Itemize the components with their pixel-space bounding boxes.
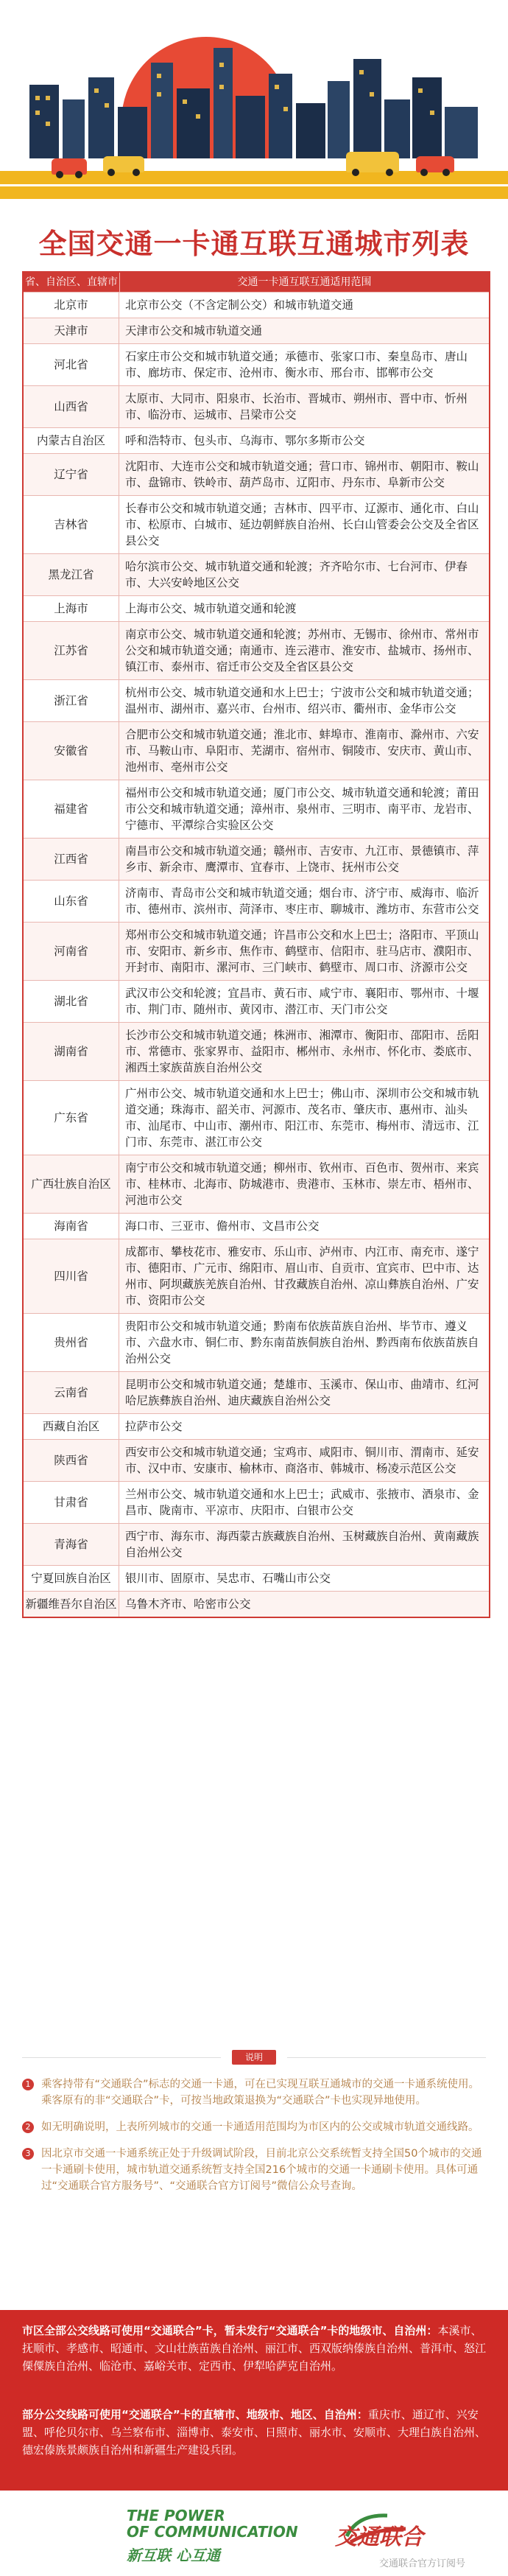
region-cell: 湖南省	[24, 1023, 119, 1080]
region-cell: 内蒙古自治区	[24, 428, 119, 453]
scope-cell: 太原市、大同市、阳泉市、长治市、晋城市、朔州市、晋中市、忻州市、临汾市、运城市、吕梁市公交	[125, 392, 468, 421]
region-cell: 西藏自治区	[24, 1414, 119, 1439]
scope-cell: 北京市公交（不含定制公交）和城市轨道交通	[125, 298, 354, 312]
city-skyline-icon	[22, 33, 486, 158]
region-cell: 黑龙江省	[24, 554, 119, 595]
region-cell: 广西壮族自治区	[24, 1155, 119, 1213]
scope-cell: 成都市、攀枝花市、雅安市、乐山市、泸州市、内江市、南充市、遂宁市、德阳市、广元市、绵阳市、眉山市、自贡市、宜宾市、巴中市、达州市、阿坝藏族羌族自治州、甘孜藏族自治州、凉山彝族自治州、广安市、资阳市公交	[125, 1245, 479, 1307]
region-cell: 海南省	[24, 1214, 119, 1239]
table-row	[24, 1022, 489, 1080]
scope-cell: 南昌市公交和城市轨道交通；赣州市、吉安市、九江市、景德镇市、萍乡市、新余市、鹰潭市、宜春市、上饶市、抚州市公交	[125, 844, 479, 874]
coverage-info-box	[0, 2310, 508, 2491]
slogan-en-line1: THE POWER	[127, 2507, 225, 2524]
region-cell: 浙江省	[24, 680, 119, 721]
region-cell: 四川省	[24, 1239, 119, 1313]
region-cell: 贵州省	[24, 1314, 119, 1371]
table-row	[24, 880, 489, 922]
note-item	[22, 2119, 486, 2135]
scope-cell: 贵阳市公交和城市轨道交通；黔南布依族苗族自治州、毕节市、遵义市、六盘水市、铜仁市、黔东南苗族侗族自治州、黔西南布依族苗族自治州公交	[125, 1320, 479, 1365]
logo-text: 交通联合	[335, 2524, 423, 2550]
region-cell: 宁夏回族自治区	[24, 1566, 119, 1591]
table-row	[24, 922, 489, 980]
note-text: 乘客持带有“交通联合”标志的交通一卡通，可在已实现互联互通城市的交通一卡通系统使用。乘客原有的非“交通联合”卡，可按当地政策退换为“交通联合”卡也实现异地使用。	[41, 2079, 480, 2107]
note-text: 如无明确说明，上表所列城市的交通一卡通适用范围均为市区内的公交或城市轨道交通线路。	[41, 2121, 479, 2133]
note-item	[22, 2146, 486, 2194]
notes-list	[22, 2076, 486, 2205]
city-list-table	[22, 271, 490, 1618]
coverage-paragraph-full	[22, 2322, 486, 2375]
region-cell: 江苏省	[24, 622, 119, 679]
coverage-heading-full: 市区全部公交线路可使用“交通联合”卡，暂未发行“交通联合”卡的地级市、自治州：	[22, 2324, 438, 2337]
scope-cell: 海口市、三亚市、儋州市、文昌市公交	[125, 1219, 320, 1233]
red-car-icon	[52, 158, 87, 175]
table-row	[24, 427, 489, 453]
table-row	[24, 1523, 489, 1565]
scope-cell: 石家庄市公交和城市轨道交通；承德市、张家口市、秦皇岛市、唐山市、廊坊市、保定市、沧州市、衡水市、邢台市、邯郸市公交	[125, 350, 468, 379]
scope-cell: 拉萨市公交	[125, 1420, 183, 1433]
table-header	[24, 273, 489, 292]
coverage-list-full: 本溪市、抚顺市、孝感市、昭通市、文山壮族苗族自治州、丽江市、西双版纳傣族自治州、普洱市、怒江傈僳族自治州、临沧市、嘉峪关市、定西市、伊犁哈萨克自治州。	[22, 2324, 487, 2373]
scope-cell: 银川市、固原市、吴忠市、石嘴山市公交	[125, 1572, 331, 1585]
region-cell: 青海省	[24, 1524, 119, 1565]
note-text: 因北京市交通一卡通系统正处于升级调试阶段，目前北京公交系统暂支持全国50个城市的交通一卡通刷卡使用，城市轨道交通系统暂支持全国216个城市的交通一卡通刷卡使用。具体可通过“交通联合官方服务号”、“交通联合官方订阅号”微信公众号查询。	[41, 2148, 482, 2192]
taxi-icon	[103, 156, 144, 172]
table-row	[24, 980, 489, 1022]
note-item	[22, 2076, 486, 2109]
region-cell: 陕西省	[24, 1440, 119, 1481]
table-row	[24, 495, 489, 553]
note-number: 3	[22, 2148, 34, 2160]
coverage-list-partial: 重庆市、通辽市、兴安盟、呼伦贝尔市、乌兰察布市、淄博市、泰安市、日照市、丽水市、安顺市、大理白族自治州、德宏傣族景颇族自治州和新疆生产建设兵团。	[22, 2408, 487, 2457]
table-row	[24, 553, 489, 595]
coverage-heading-partial: 部分公交线路可使用“交通联合”卡的直辖市、地级市、地区、自治州：	[22, 2408, 368, 2421]
scope-cell: 西安市公交和城市轨道交通；宝鸡市、咸阳市、铜川市、渭南市、延安市、汉中市、安康市、榆林市、商洛市、韩城市、杨凌示范区公交	[125, 1446, 479, 1475]
scope-cell: 上海市公交、城市轨道交通和轮渡	[125, 602, 297, 615]
table-body	[24, 292, 489, 1617]
table-row	[24, 1155, 489, 1213]
note-number: 1	[22, 2079, 34, 2090]
scope-cell: 济南市、青岛市公交和城市轨道交通；烟台市、济宁市、威海市、临沂市、德州市、滨州市、菏泽市、枣庄市、聊城市、潍坊市、东营市公交	[125, 886, 479, 916]
table-row	[24, 343, 489, 385]
scope-cell: 哈尔滨市公交、城市轨道交通和轮渡；齐齐哈尔市、七台河市、伊春市、大兴安岭地区公交	[125, 560, 468, 589]
scope-cell: 昆明市公交和城市轨道交通；楚雄市、玉溪市、保山市、曲靖市、红河哈尼族彝族自治州、迪庆藏族自治州公交	[125, 1378, 479, 1407]
region-cell: 甘肃省	[24, 1482, 119, 1523]
scope-cell: 长春市公交和城市轨道交通；吉林市、四平市、辽源市、通化市、白山市、松原市、白城市、延边朝鲜族自治州、长白山管委会公交及全省区县公交	[125, 502, 479, 547]
scope-cell: 天津市公交和城市轨道交通	[125, 324, 263, 337]
table-row	[24, 838, 489, 880]
watermark: 交通联合官方订阅号	[379, 2558, 466, 2569]
city-banner-illustration	[0, 0, 508, 221]
table-row	[24, 1371, 489, 1413]
region-cell: 吉林省	[24, 496, 119, 553]
region-cell: 安徽省	[24, 722, 119, 780]
page-title: 全国交通一卡通互联互通城市列表	[38, 227, 470, 260]
scope-cell: 广州市公交、城市轨道交通和水上巴士；佛山市、深圳市公交和城市轨道交通；珠海市、韶关市、河源市、茂名市、肇庆市、惠州市、汕头市、汕尾市、中山市、潮州市、阳江市、东莞市、梅州市、清远市、江门市、东莞市、湛江市公交	[125, 1087, 479, 1149]
slogan-en-line2: OF COMMUNICATION	[127, 2523, 298, 2541]
region-cell: 广东省	[24, 1081, 119, 1155]
table-row	[24, 1080, 489, 1155]
scope-cell: 呼和浩特市、包头市、乌海市、鄂尔多斯市公交	[125, 434, 365, 447]
table-row	[24, 453, 489, 495]
region-cell: 北京市	[24, 293, 119, 318]
table-row	[24, 679, 489, 721]
road-divider	[0, 184, 508, 186]
region-cell: 河北省	[24, 344, 119, 385]
region-cell: 江西省	[24, 839, 119, 880]
note-number: 2	[22, 2121, 34, 2133]
table-row	[24, 780, 489, 838]
table-row	[24, 1239, 489, 1313]
header-scope: 交通一卡通互联互通适用范围	[237, 276, 372, 288]
table-row	[24, 292, 489, 318]
header-region: 省、自治区、直辖市	[24, 273, 120, 292]
scope-cell: 兰州市公交、城市轨道交通和水上巴士；武威市、张掖市、酒泉市、金昌市、陇南市、平凉市、庆阳市、白银市公交	[125, 1488, 479, 1517]
slogan-cn: 新互联 心互通	[127, 2547, 220, 2564]
table-row	[24, 721, 489, 780]
scope-cell: 南宁市公交和城市轨道交通；柳州市、钦州市、百色市、贺州市、来宾市、桂林市、北海市、防城港市、贵港市、玉林市、崇左市、梧州市、河池市公交	[125, 1161, 479, 1207]
scope-cell: 沈阳市、大连市公交和城市轨道交通；营口市、锦州市、朝阳市、鞍山市、盘锦市、铁岭市、葫芦岛市、辽阳市、丹东市、阜新市公交	[125, 460, 479, 489]
region-cell: 河南省	[24, 923, 119, 980]
table-row	[24, 1439, 489, 1481]
table-row	[24, 1565, 489, 1591]
table-row	[24, 318, 489, 343]
table-row	[24, 1481, 489, 1523]
coverage-paragraph-partial	[22, 2406, 486, 2459]
scope-cell: 福州市公交和城市轨道交通；厦门市公交、城市轨道交通和轮渡；莆田市公交和城市轨道交通；漳州市、泉州市、三明市、南平市、龙岩市、宁德市、平潭综合实验区公交	[125, 786, 479, 832]
scope-cell: 武汉市公交和轮渡；宜昌市、黄石市、咸宁市、襄阳市、鄂州市、十堰市、荆门市、随州市、黄冈市、潜江市、天门市公交	[125, 987, 479, 1016]
slogan-en	[127, 2507, 298, 2540]
table-row	[24, 385, 489, 427]
region-cell: 云南省	[24, 1372, 119, 1413]
scope-cell: 杭州市公交、城市轨道交通和水上巴士；宁波市公交和城市轨道交通；温州市、湖州市、嘉兴市、台州市、绍兴市、衢州市、金华市公交	[125, 686, 479, 715]
region-cell: 湖北省	[24, 981, 119, 1022]
table-row	[24, 595, 489, 621]
scope-cell: 郑州市公交和城市轨道交通；许昌市公交和水上巴士；洛阳市、平顶山市、安阳市、新乡市、焦作市、鹤壁市、信阳市、驻马店市、濮阳市、开封市、南阳市、漯河市、三门峡市、鹤壁市、周口市、济源市公交	[125, 928, 479, 974]
region-cell: 新疆维吾尔自治区	[24, 1592, 119, 1617]
table-row	[24, 1213, 489, 1239]
table-row	[24, 1313, 489, 1371]
region-cell: 福建省	[24, 780, 119, 838]
scope-cell: 长沙市公交和城市轨道交通；株洲市、湘潭市、衡阳市、邵阳市、岳阳市、常德市、张家界市、益阳市、郴州市、永州市、怀化市、娄底市、湘西土家族苗族自治州公交	[125, 1029, 479, 1074]
notes-header	[22, 2050, 486, 2065]
table-row	[24, 1413, 489, 1439]
scope-cell: 合肥市公交和城市轨道交通；淮北市、蚌埠市、淮南市、滁州市、六安市、马鞍山市、阜阳市、芜湖市、宿州市、铜陵市、安庆市、黄山市、池州市、亳州市公交	[125, 728, 479, 774]
scope-cell: 西宁市、海东市、海西蒙古族藏族自治州、玉树藏族自治州、黄南藏族自治州公交	[125, 1530, 479, 1559]
scope-cell: 乌鲁木齐市、哈密市公交	[125, 1597, 251, 1611]
table-row	[24, 621, 489, 679]
notes-label: 说明	[232, 2050, 276, 2065]
table-row	[24, 1591, 489, 1617]
region-cell: 山东省	[24, 881, 119, 922]
region-cell: 辽宁省	[24, 454, 119, 495]
bus-icon	[346, 152, 399, 172]
region-cell: 上海市	[24, 596, 119, 621]
region-cell: 天津市	[24, 318, 119, 343]
footer	[0, 2491, 508, 2576]
region-cell: 山西省	[24, 386, 119, 427]
scope-cell: 南京市公交、城市轨道交通和轮渡；苏州市、无锡市、徐州市、常州市公交和城市轨道交通；南通市、连云港市、淮安市、盐城市、扬州市、镇江市、泰州市、宿迁市公交及全省区县公交	[125, 628, 479, 673]
car-icon	[416, 156, 454, 172]
